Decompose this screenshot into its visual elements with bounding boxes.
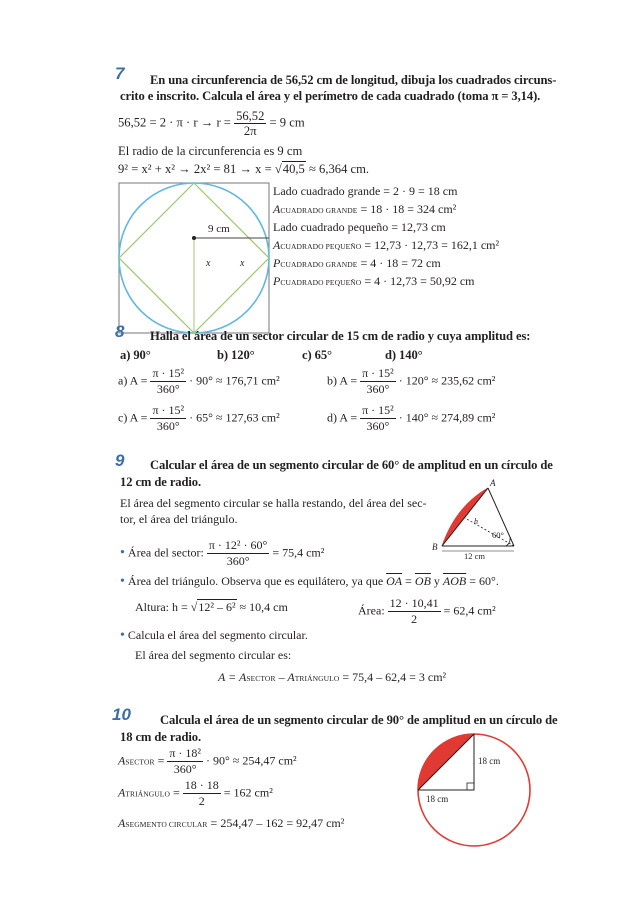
problem-7-equation-1: [118, 109, 305, 138]
problem-10-figure: [412, 728, 532, 853]
d-num: π · 15²: [362, 403, 394, 417]
b-num: π · 15²: [362, 366, 394, 380]
eq2-root: 40,5: [282, 162, 305, 176]
problem-9-number: 9: [115, 451, 125, 470]
p9-bullet-segment: [120, 628, 308, 644]
l2-den: 2: [198, 794, 205, 808]
problem-7-equation-2: [118, 162, 369, 177]
d-post: · 140° ≈ 274,89 cm²: [395, 410, 496, 425]
area-post: = 62,4 cm²: [440, 603, 496, 618]
c-pre: c) A =: [118, 410, 151, 425]
label-B: B: [432, 542, 438, 552]
res6-sub: CUADRADO PEQUEÑO: [280, 278, 362, 287]
c-num: π · 15²: [152, 403, 185, 417]
d-den: 360°: [366, 419, 390, 433]
eq2-left: 9² = x² + x² → 2x² = 81 → x = √: [118, 162, 282, 176]
b1-den: 360°: [226, 554, 250, 568]
triangle-side-ba: [442, 488, 488, 546]
p10-triangle-area: [118, 778, 273, 809]
eq2-right: ≈ 6,364 cm.: [305, 162, 370, 176]
l2-sub: TRIÁNGULO: [125, 789, 170, 799]
l1-eq: =: [154, 753, 168, 768]
p9-bullet-sector: [120, 538, 324, 569]
a-pre: a) A =: [118, 373, 151, 388]
area-num: 12 · 10,41: [389, 596, 439, 610]
problem-7-number: 7: [115, 64, 125, 83]
problem-10-number: 10: [112, 705, 131, 724]
b-post: · 120° ≈ 235,62 cm²: [395, 373, 496, 388]
bullet: •: [120, 628, 125, 643]
l1-post: · 90° ≈ 254,47 cm²: [203, 753, 297, 768]
p9-final-equation: [218, 670, 446, 685]
problem-9-statement-line1: Calcular el área de un segmento circular de 60° de amplitud en un círculo de: [150, 458, 553, 472]
area-den: 2: [411, 612, 418, 626]
res5-var: P: [273, 256, 281, 270]
l1-num: π · 18²: [169, 746, 202, 760]
l3-sub: SEGMENTO CIRCULAR: [125, 820, 208, 829]
p8-answer-a: [118, 366, 280, 397]
eq1-right: = 9 cm: [266, 115, 305, 130]
p8-answer-c: [118, 403, 280, 434]
b-pre: b) A =: [327, 373, 361, 388]
alt-root: 12² – 6²: [198, 600, 236, 614]
res2-val: = 18 · 18 = 324 cm²: [357, 202, 457, 216]
a-num: π · 15²: [152, 366, 185, 380]
p7-result-3: Lado cuadrado pequeño = 12,73 cm: [273, 220, 446, 234]
alt-post: ≈ 10,4 cm: [236, 600, 288, 614]
res4-sub: CUADRADO PEQUEÑO: [280, 242, 362, 251]
res4-val: = 12,73 · 12,73 = 162,1 cm²: [361, 238, 500, 252]
p8-answer-b: [327, 366, 495, 397]
option-d: d) 140°: [385, 348, 423, 362]
b1-post: = 75,4 cm²: [269, 545, 325, 560]
problem-7-figure: [114, 178, 274, 338]
problem-10-statement-line1: Calcula el área de un segmento circular de 90° de amplitud en un círculo de: [160, 713, 558, 727]
option-c: c) 65°: [302, 348, 332, 362]
p9-bullet-triangle: [120, 574, 499, 590]
l1-var: A: [118, 753, 126, 768]
p7-result-2: [273, 202, 456, 217]
center-point: [192, 236, 196, 240]
b1-pre: Área del sector:: [127, 545, 207, 560]
label-angle: 60°: [492, 530, 504, 540]
height-line: [465, 518, 514, 546]
l3-post: = 254,47 – 162 = 92,47 cm²: [207, 816, 345, 830]
label-vertical-radius: 18 cm: [478, 756, 501, 766]
d-pre: d) A =: [327, 410, 361, 425]
final-b: – A: [275, 670, 295, 684]
res6-val: = 4 · 12,73 = 50,92 cm: [361, 274, 475, 288]
problem-8-number: 8: [115, 322, 125, 341]
b-den: 360°: [366, 382, 390, 396]
b2-pre: Área del triángulo. Observa que es equilátero, ya que: [127, 574, 387, 588]
l2-var: A: [118, 785, 126, 800]
x-label-2: x: [240, 258, 245, 269]
a-post: · 90° ≈ 176,71 cm²: [186, 373, 280, 388]
alt-pre: Altura: h = √: [135, 600, 198, 614]
res6-var: P: [273, 274, 281, 288]
final-sub-sector: SECTOR: [246, 674, 276, 683]
p10-segment-area: [118, 816, 344, 831]
problem-10-statement-line2: 18 cm de radio.: [120, 730, 202, 744]
option-b: b) 120°: [217, 348, 255, 362]
label-horizontal-radius: 18 cm: [426, 794, 449, 804]
p8-answer-d: [327, 403, 495, 434]
x-label-1: x: [206, 258, 211, 269]
p7-result-1: Lado cuadrado grande = 2 · 9 = 18 cm: [273, 184, 458, 198]
l1-sub: SECTOR: [125, 757, 155, 767]
c-den: 360°: [156, 419, 180, 433]
eq1-numerator: 56,52: [236, 109, 265, 123]
res5-val: = 4 · 18 = 72 cm: [357, 256, 441, 270]
b3-text: Calcula el área del segmento circular.: [127, 628, 308, 642]
b1-num: π · 12² · 60°: [208, 538, 268, 552]
segment-oa: $\overline{OA}$: [386, 574, 403, 588]
b2-post: = 60°.: [466, 574, 499, 588]
p9-explanation-line2: tor, el área del triángulo.: [120, 512, 238, 526]
p10-sector-area: [118, 746, 297, 777]
l2-num: 18 · 18: [184, 778, 219, 792]
p9-explanation-line1: El área del segmento circular se halla restando, del área del sec-: [120, 496, 427, 510]
res2-var: A: [273, 202, 281, 216]
p9-triangle-area: [358, 596, 496, 627]
p7-result-6: [273, 274, 475, 289]
eq1-denominator: 2π: [243, 124, 257, 138]
b2-eq: =: [402, 574, 415, 588]
p7-result-4: [273, 238, 499, 253]
res4-var: A: [273, 238, 281, 252]
problem-8-statement: Halla el área de un sector circular de 15 cm de radio y cuya amplitud es:: [150, 329, 531, 343]
res2-sub: CUADRADO GRANDE: [280, 206, 358, 215]
res5-sub: CUADRADO GRANDE: [280, 260, 358, 269]
p9-segment-subtext: El área del segmento circular es:: [135, 648, 292, 662]
problem-7-statement-line1: En una circunferencia de 56,52 cm de longitud, dibuja los cuadrados circuns-: [150, 73, 557, 87]
label-h: h: [474, 517, 478, 526]
p9-altitude: [135, 600, 288, 615]
problem-9-figure: [430, 476, 528, 560]
bullet: •: [120, 545, 125, 561]
right-angle-mark: [467, 783, 474, 790]
final-sub-triangle: TRIÁNGULO: [294, 674, 340, 683]
angle-aob: $\overline{AOB}$: [442, 574, 467, 588]
p7-result-5: [273, 256, 441, 271]
bullet: •: [120, 574, 125, 589]
l2-post: = 162 cm²: [220, 785, 273, 800]
problem-9-statement-line2: 12 cm de radio.: [120, 475, 202, 489]
b2-y: y: [430, 574, 443, 588]
final-a: A = A: [218, 670, 247, 684]
eq1-left: 56,52 = 2 · π · r → r =: [118, 115, 235, 130]
radius-label: 9 cm: [208, 223, 230, 235]
l1-den: 360°: [173, 762, 197, 776]
problem-7-radius-text: El radio de la circunferencia es 9 cm: [118, 144, 303, 158]
option-a: a) 90°: [120, 348, 151, 362]
segment-ob: $\overline{OB}$: [414, 574, 431, 588]
final-c: = 75,4 – 62,4 = 3 cm²: [339, 670, 447, 684]
c-post: · 65° ≈ 127,63 cm²: [186, 410, 280, 425]
label-base: 12 cm: [464, 551, 486, 560]
area-pre: Área:: [358, 603, 388, 618]
l3-var: A: [118, 816, 126, 830]
label-A: A: [490, 478, 496, 488]
problem-7-statement-line2: crito e inscrito. Calcula el área y el perímetro de cada cuadrado (toma π = 3,14).: [120, 89, 541, 103]
a-den: 360°: [156, 382, 180, 396]
l2-eq: =: [170, 785, 183, 800]
